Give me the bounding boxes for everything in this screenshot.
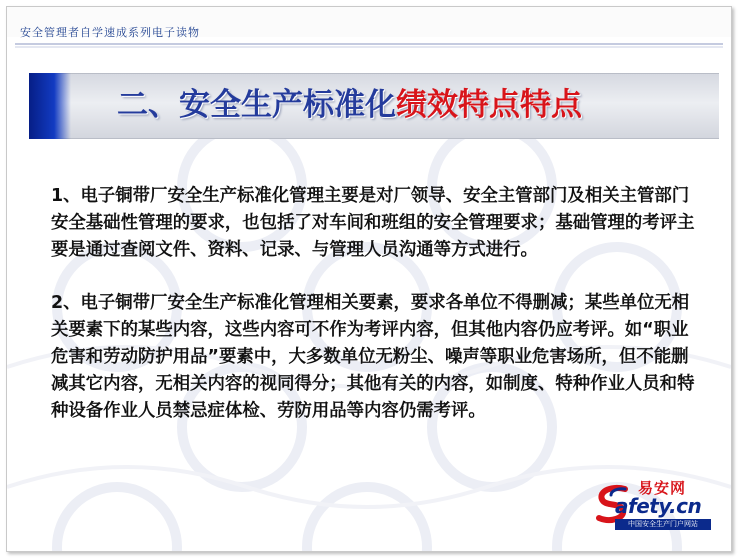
logo-cn-name: 易安网 [638,479,687,497]
paragraph-2: 2、电子铜带厂安全生产标准化管理相关要素，要求各单位不得删减；某些单位无相关要素下的某些内容，这些内容可不作为考评内容，但其他内容仍应考评。如“职业危害和劳动防护用品”要素中，大多数单位无粉尘、噪声等职业危害场所，但不能删减其它内容，无相关内容的视同得分；其他有关的内容，如制度、特种作业人员和特种设备作业人员禁忌症体检、劳防用品等内容仍需考评。 [51,293,695,421]
series-title: 安全管理者自学速成系列电子读物 [20,26,200,39]
logo-en-name: afety.cn [615,494,702,518]
safety-cn-logo [595,477,715,533]
header-divider [7,41,731,51]
page-title [117,79,582,131]
slide [6,6,732,552]
paragraph-1: 1、电子铜带厂安全生产标准化管理主要是对厂领导、安全主管部门及相关主管部门安全基础性管理的要求，也包括了对车间和班组的安全管理要求；基础管理的考评主要是通过查阅文件、资料、记录、与管理人员沟通等方式进行。 [51,186,695,260]
logo-tagline: 中国安全生产门户网站 [615,519,711,530]
page-title-main: 二、安全生产标准化 [117,87,396,123]
page-title-highlight: 绩效特点特点 [396,87,582,123]
title-accent-bar [29,73,71,139]
body-content [51,183,701,425]
